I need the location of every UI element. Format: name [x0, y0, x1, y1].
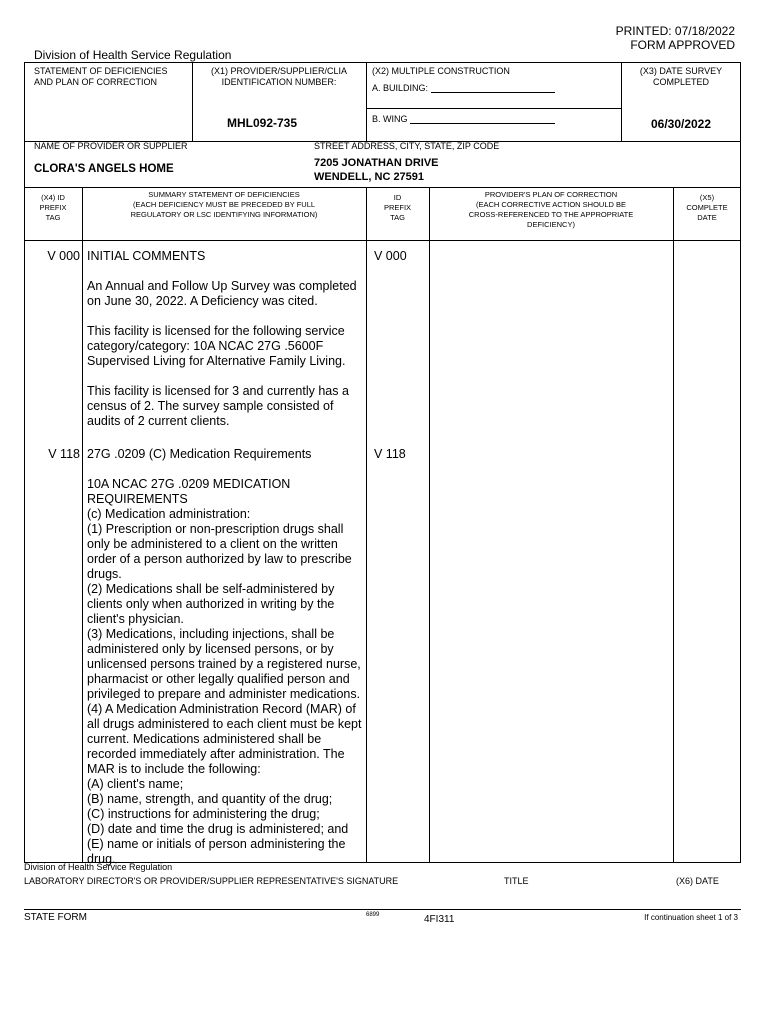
- building-blank: [431, 83, 555, 93]
- wing-field: [372, 114, 555, 124]
- printed-date: PRINTED: 07/18/2022: [615, 24, 735, 38]
- divider: [366, 62, 367, 142]
- id-header: ID PREFIX TAG: [383, 193, 412, 222]
- print-info: [616, 24, 735, 52]
- v118-body: 10A NCAC 27G .0209 MEDICATION REQUIREMENTS (c) Medication administration: (1) Prescription or non-prescription drugs shall only be administered to a client on the written order of a person authorized by law to prescribe drugs. (2) Medications shall be self-administered by clients only when authorized in writing by the client's physician. (3) Medications, including injections, shall be administered only by licensed persons, or by unlicensed persons trained by a registered nurse, pharmacist or other legally qualified person and privileged to prepare and administer medications. (4) A Medication Administration Record (MAR) of all drugs administered to each client must be kept current. Medications administered shall be recorded immediately after administration. The MAR is to include the following: (A) client's name; (B) name, strength, and quantity of the drug; (C) instructions for administering the drug; (D) date and time the drug is administered; and (E) name or initials of person administering the drug.: [87, 477, 362, 866]
- event-id: 4FI311: [424, 914, 455, 925]
- v000-body: [87, 279, 367, 444]
- v118-tag: V 118: [48, 447, 80, 461]
- x1-label: (X1) PROVIDER/SUPPLIER/CLIA IDENTIFICATION NUMBER:: [210, 66, 348, 87]
- wing-label: B. WING: [372, 114, 408, 124]
- form-status: FORM APPROVED: [630, 38, 735, 52]
- x3-label: (X3) DATE SURVEY COMPLETED: [639, 66, 723, 87]
- divider: [673, 187, 674, 863]
- v118-id-tag: V 118: [374, 447, 406, 461]
- x1-value: MHL092-735: [226, 116, 298, 130]
- v000-id-tag: V 000: [374, 249, 407, 263]
- v000-title: INITIAL COMMENTS: [87, 249, 206, 263]
- agency-header: Division of Health Service Regulation: [34, 48, 232, 62]
- provider-name-label: NAME OF PROVIDER OR SUPPLIER: [34, 141, 188, 151]
- divider: [82, 187, 83, 863]
- wing-blank: [410, 114, 555, 124]
- date-label: (X6) DATE: [676, 876, 719, 886]
- statement-label: STATEMENT OF DEFICIENCIES AND PLAN OF CORRECTION: [34, 66, 168, 87]
- building-field: [372, 83, 555, 93]
- plan-header: PROVIDER'S PLAN OF CORRECTION (EACH CORRECTIVE ACTION SHOULD BE CROSS-REFERENCED TO THE APPROPRIATE DEFICIENCY): [468, 190, 634, 229]
- divider: [366, 108, 621, 109]
- title-label: TITLE: [504, 876, 529, 886]
- address-line2: WENDELL, NC 27591: [314, 171, 425, 183]
- v118-title: 27G .0209 (C) Medication Requirements: [87, 447, 312, 461]
- v000-paragraph: This facility is licensed for 3 and currently has a census of 2. The survey sample consisted of audits of 2 current clients.: [87, 384, 349, 428]
- divider: [429, 187, 430, 863]
- v000-paragraph: An Annual and Follow Up Survey was completed on June 30, 2022. A Deficiency was cited.: [87, 279, 357, 308]
- v000-tag: V 000: [47, 249, 80, 263]
- x2-label: (X2) MULTIPLE CONSTRUCTION: [372, 66, 510, 76]
- address: [314, 156, 439, 184]
- provider-name: CLORA'S ANGELS HOME: [34, 163, 174, 175]
- continuation-note: If continuation sheet 1 of 3: [644, 913, 738, 922]
- state-form: STATE FORM: [24, 912, 87, 923]
- address-line1: 7205 JONATHAN DRIVE: [314, 157, 439, 169]
- building-label: A. BUILDING:: [372, 83, 429, 93]
- x3-value: 06/30/2022: [650, 117, 712, 131]
- footer-rule: [24, 909, 741, 910]
- summary-header: SUMMARY STATEMENT OF DEFICIENCIES (EACH DEFICIENCY MUST BE PRECEDED BY FULL REGULATORY OR LSC IDENTIFYING INFORMATION): [130, 190, 318, 219]
- v000-paragraph: This facility is licensed for the following service category/category: 10A NCAC 27G .5600F Supervised Living for Alternative Family Living.: [87, 324, 346, 368]
- address-label: STREET ADDRESS, CITY, STATE, ZIP CODE: [314, 141, 500, 151]
- signature-label: LABORATORY DIRECTOR'S OR PROVIDER/SUPPLIER REPRESENTATIVE'S SIGNATURE: [24, 876, 399, 886]
- form-number: 6899: [366, 912, 380, 918]
- footer-agency: Division of Health Service Regulation: [24, 862, 173, 872]
- x5-header: (X5) COMPLETE DATE: [686, 193, 728, 222]
- x4-header: (X4) ID PREFIX TAG: [39, 193, 67, 222]
